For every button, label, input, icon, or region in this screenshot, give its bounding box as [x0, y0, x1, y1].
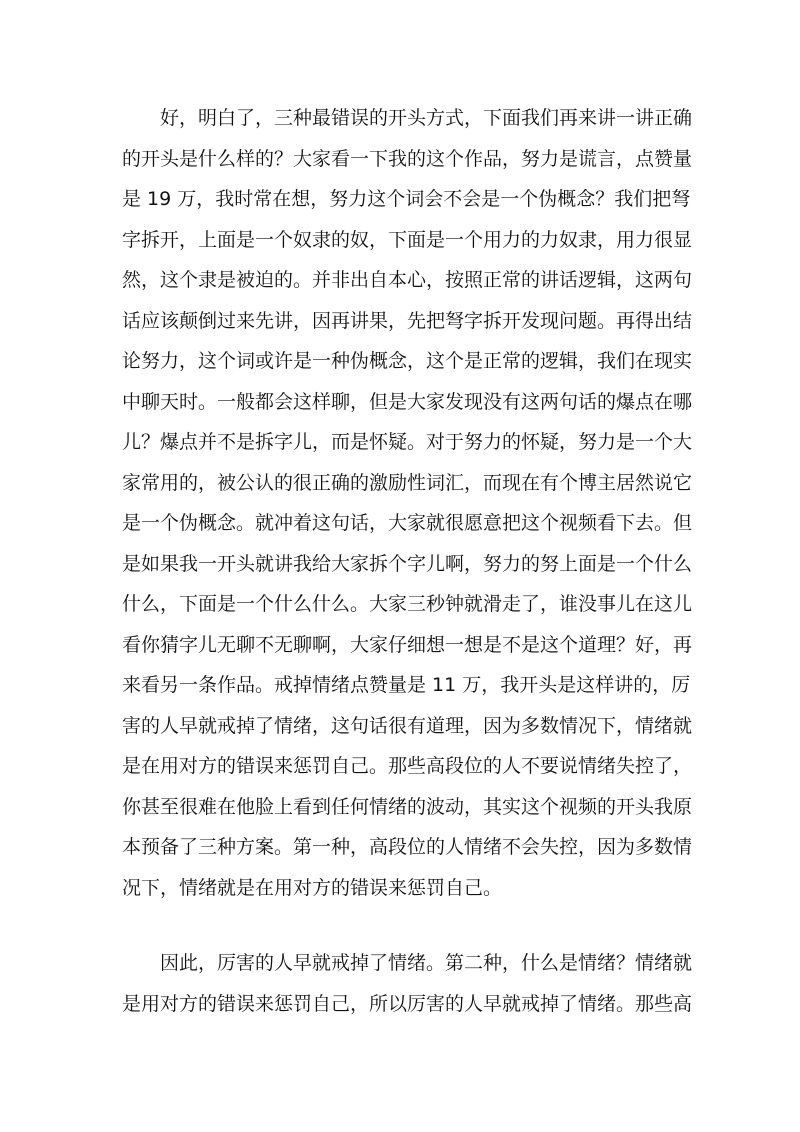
text-line: 是在用对方的错误来惩罚自己。那些高段位的人不要说情绪失控了， [122, 755, 693, 777]
text-line: 家常用的，被公认的很正确的激励性词汇，而现在有个博主居然说它 [122, 471, 693, 494]
text-line: 是 19 万，我时常在想，努力这个词会不会是一个伪概念？我们把弩 [122, 188, 691, 210]
text-line: 中聊天时。一般都会这样聊，但是大家发现没有这两句话的爆点在哪 [122, 390, 693, 413]
text-line: 是一个伪概念。就冲着这句话，大家就很愿意把这个视频看下去。但 [122, 512, 693, 534]
text-line: 是如果我一开头就讲我给大家拆个字儿啊，努力的努上面是一个什么 [122, 552, 693, 575]
text-line: 字拆开，上面是一个奴隶的奴，下面是一个用力的力奴隶，用力很显 [122, 228, 693, 251]
text-line: 好，明白了，三种最错误的开头方式，下面我们再来讲一讲正确 [160, 107, 693, 129]
text-line: 话应该颠倒过来先讲，因再讲果，先把弩字拆开发现问题。再得出结 [122, 309, 693, 332]
text-line: 况下，情绪就是在用对方的错误来惩罚自己。 [122, 876, 503, 899]
text-line: 什么，下面是一个什么什么。大家三秒钟就滑走了，谁没事儿在这儿 [122, 593, 693, 615]
text-line: 儿？爆点并不是拆字儿，而是怀疑。对于努力的怀疑，努力是一个大 [122, 431, 693, 453]
text-line: 看你猜字儿无聊不无聊啊，大家仔细想一想是不是这个道理？好，再 [122, 633, 693, 656]
text-line: 因此，厉害的人早就戒掉了情绪。第二种，什么是情绪？情绪就 [160, 952, 693, 974]
text-line: 本预备了三种方案。第一种，高段位的人情绪不会失控，因为多数情 [122, 836, 693, 858]
text-line: 论努力，这个词或许是一种伪概念，这个是正常的逻辑，我们在现实 [122, 350, 693, 372]
paragraph-1 [122, 98, 693, 908]
text-line: 害的人早就戒掉了情绪，这句话很有道理，因为多数情况下，情绪就 [122, 714, 693, 737]
text-line: 你甚至很难在他脸上看到任何情绪的波动，其实这个视频的开头我原 [122, 795, 693, 818]
paragraph-2 [122, 943, 693, 1024]
text-line: 的开头是什么样的？大家看一下我的这个作品，努力是谎言，点赞量 [122, 147, 693, 170]
text-line: 是用对方的错误来惩罚自己，所以厉害的人早就戒掉了情绪。那些高 [122, 992, 693, 1015]
text-line: 来看另一条作品。戒掉情绪点赞量是 11 万，我开头是这样讲的，厉 [122, 674, 691, 696]
text-line: 然，这个隶是被迫的。并非出自本心，按照正常的讲话逻辑，这两句 [122, 269, 693, 291]
